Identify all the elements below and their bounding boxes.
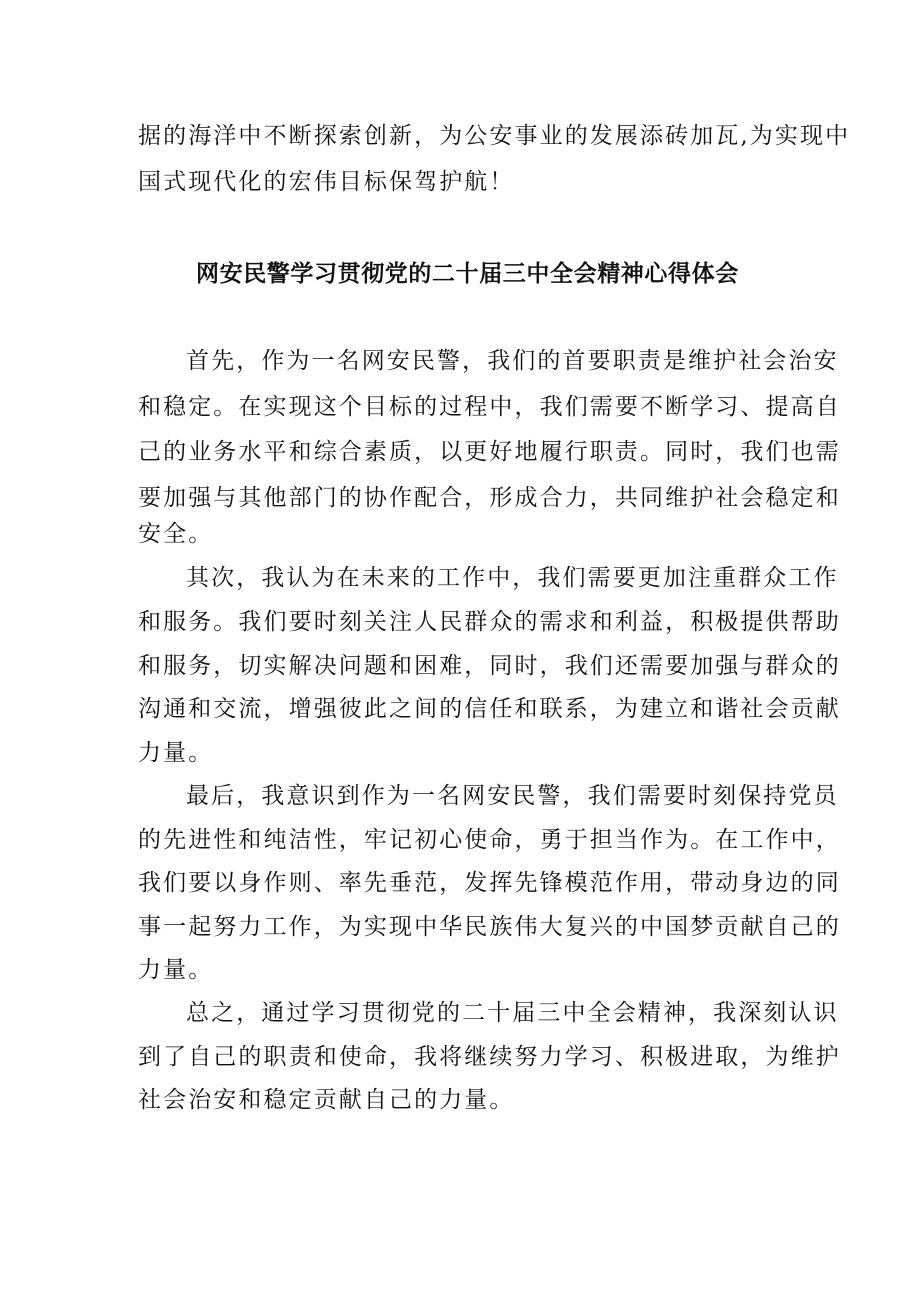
intro-line: 据的海洋中不断探索创新，为公安事业的发展添砖加瓦,为实现中	[138, 123, 851, 149]
intro-line: 国式现代化的宏伟目标保驾护航！	[138, 169, 515, 195]
paragraph-line: 其次，我认为在未来的工作中，我们需要更加注重群众工作	[186, 565, 839, 591]
paragraph-line: 要加强与其他部门的协作配合，形成合力，共同维护社会稳定和	[138, 485, 841, 511]
paragraph-line: 的先进性和纯洁性，牢记初心使命，勇于担当作为。在工作中，	[138, 827, 841, 853]
paragraph-line: 首先，作为一名网安民警，我们的首要职责是维护社会治安	[186, 348, 839, 374]
paragraph-line: 总之，通过学习贯彻党的二十届三中全会精神，我深刻认识	[186, 1000, 839, 1026]
paragraph-line: 和稳定。在实现这个目标的过程中，我们需要不断学习、提高自	[138, 394, 841, 420]
paragraph-line: 和服务，切实解决问题和困难，同时，我们还需要加强与群众的	[138, 653, 841, 679]
paragraph-line: 事一起努力工作，为实现中华民族伟大复兴的中国梦贡献自己的	[138, 914, 841, 940]
paragraph-line: 最后，我意识到作为一名网安民警，我们需要时刻保持党员	[186, 783, 839, 809]
document-title: 网安民警学习贯彻党的二十届三中全会精神心得体会	[196, 260, 739, 287]
paragraph-line: 沟通和交流，增强彼此之间的信任和联系，为建立和谐社会贡献	[138, 696, 841, 722]
paragraph-line: 安全。	[138, 521, 214, 547]
paragraph-line: 我们要以身作则、率先垂范，发挥先锋模范作用，带动身边的同	[138, 870, 841, 896]
paragraph-line: 到了自己的职责和使命，我将继续努力学习、积极进取，为维护	[138, 1044, 841, 1070]
paragraph-line: 和服务。我们要时刻关注人民群众的需求和利益，积极提供帮助	[138, 609, 841, 635]
paragraph-line: 社会治安和稳定贡献自己的力量。	[138, 1087, 515, 1113]
paragraph-line: 力量。	[138, 740, 214, 766]
paragraph-line: 己的业务水平和综合素质，以更好地履行职责。同时，我们也需	[138, 439, 841, 465]
paragraph-line: 力量。	[138, 957, 214, 983]
